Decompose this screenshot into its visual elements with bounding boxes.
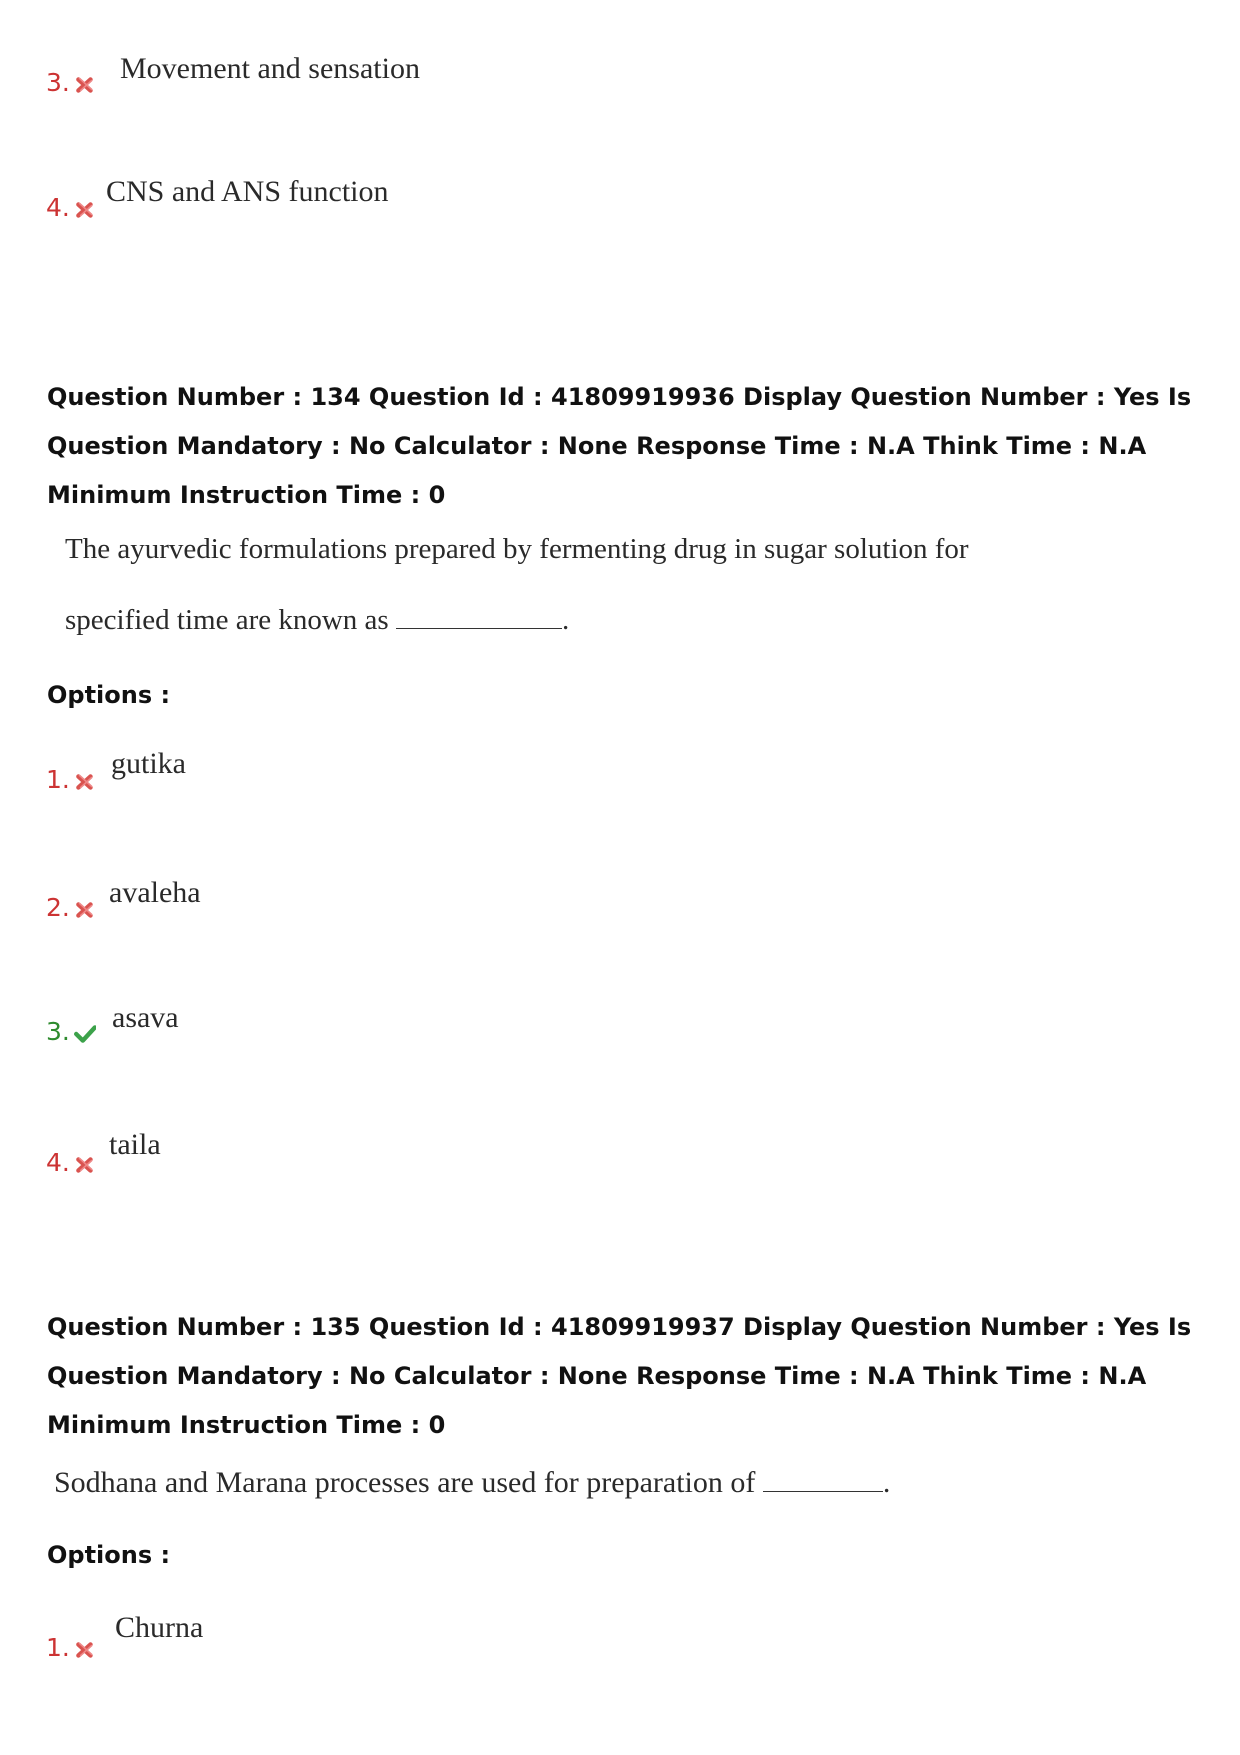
q134-option-1 (46, 747, 186, 795)
option-number: 2. (46, 893, 70, 922)
question-134-text: specified time are known as (65, 604, 389, 636)
option-text: asava (112, 1001, 179, 1034)
answer-blank (396, 604, 562, 629)
wrong-mark-icon (74, 1154, 96, 1176)
question-134-meta: Question Number : 134 Question Id : 41809919936 Display Question Number : Yes Is Question Mandatory : No Calculator : None Response Time : N.A Think Time : N.A Minimum Instruction Time : 0 (47, 383, 1192, 509)
prev-option-4 (46, 175, 389, 223)
q134-option-2 (46, 876, 201, 923)
option-text: Churna (115, 1611, 204, 1644)
question-135-end: . (882, 1466, 891, 1499)
question-135-text: Sodhana and Marana processes are used for preparation of (54, 1466, 756, 1499)
wrong-mark-icon (74, 771, 96, 793)
correct-check-icon (74, 1023, 96, 1045)
option-text: gutika (111, 747, 186, 780)
option-number: 3. (46, 1017, 70, 1046)
options-label: Options : (47, 1541, 171, 1569)
option-text: CNS and ANS function (106, 175, 389, 208)
wrong-mark-icon (74, 1639, 96, 1661)
option-number: 1. (46, 1633, 70, 1662)
option-number: 1. (46, 765, 70, 794)
prev-option-3 (46, 52, 420, 98)
option-number: 4. (46, 1148, 70, 1177)
wrong-mark-icon (74, 74, 96, 96)
wrong-mark-icon (74, 899, 96, 921)
option-text: taila (109, 1128, 161, 1161)
options-label: Options : (47, 681, 171, 709)
q134-option-3 (46, 1001, 179, 1047)
question-135-meta: Question Number : 135 Question Id : 41809919937 Display Question Number : Yes Is Question Mandatory : No Calculator : None Response Time : N.A Think Time : N.A Minimum Instruction Time : 0 (47, 1313, 1192, 1439)
option-number: 4. (46, 193, 70, 222)
answer-blank (763, 1467, 883, 1492)
question-134-text-line2 (65, 604, 569, 637)
question-134-end: . (561, 604, 570, 636)
question-135-text-line (54, 1466, 890, 1500)
option-text: Movement and sensation (120, 52, 420, 85)
option-number: 3. (46, 68, 70, 97)
q135-option-1 (46, 1611, 204, 1663)
question-134-text-line1: The ayurvedic formulations prepared by fermenting drug in sugar solution for (65, 533, 969, 565)
q134-option-4 (46, 1128, 161, 1178)
wrong-mark-icon (74, 199, 96, 221)
option-text: avaleha (109, 876, 201, 909)
